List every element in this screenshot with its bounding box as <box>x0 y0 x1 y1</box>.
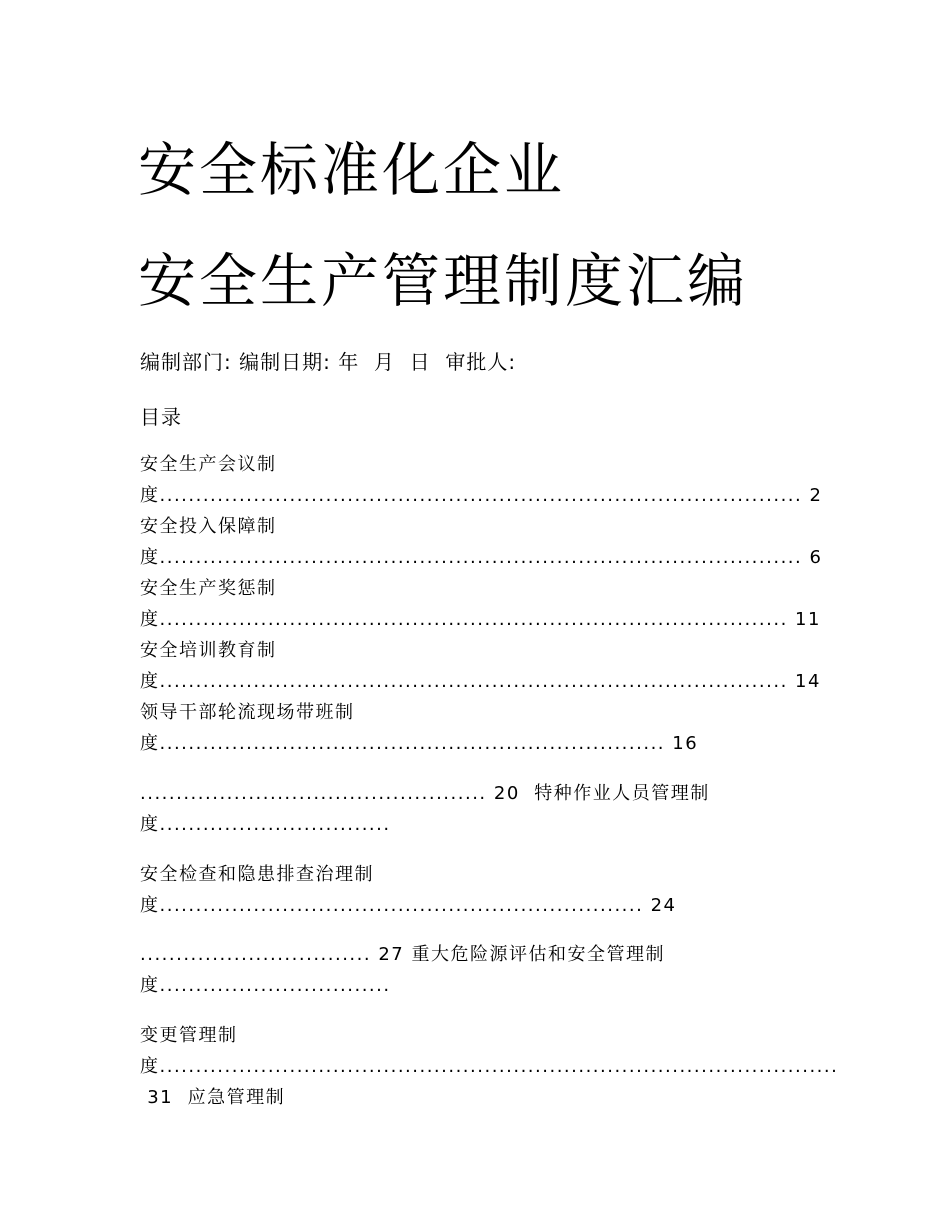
toc-line: 度.............................................................................................. <box>140 1056 839 1077</box>
document-title-line-2: 安全生产管理制度汇编 <box>138 247 749 315</box>
toc-line: ................................ 27 重大危险源评估和安全管理制 <box>140 944 665 965</box>
toc-line: 度................................ <box>140 814 391 835</box>
toc-heading: 目录 <box>140 405 182 429</box>
toc-line: 度................................ <box>140 975 391 996</box>
toc-line: 安全培训教育制 <box>140 640 277 661</box>
toc-line: 度......................................................................................... 6 <box>140 547 823 568</box>
toc-line: 度...................................................................... 16 <box>140 733 699 754</box>
toc-line: 安全检查和隐患排查治理制 <box>140 864 374 885</box>
toc-line: 度....................................................................................... 14 <box>140 671 821 692</box>
toc-line: ................................................ 20 特种作业人员管理制 <box>140 783 710 804</box>
toc-line: 安全生产奖惩制 <box>140 578 277 599</box>
toc-line: 领导干部轮流现场带班制 <box>140 702 355 723</box>
document-title-line-1: 安全标准化企业 <box>138 136 566 204</box>
toc-line: 安全生产会议制 <box>140 454 277 475</box>
toc-line: 安全投入保障制 <box>140 516 277 537</box>
document-meta-line: 编制部门: 编制日期: 年 月 日 审批人: <box>140 350 517 374</box>
toc-line: 31 应急管理制 <box>140 1087 286 1108</box>
toc-line: 度......................................................................................... 2 <box>140 485 823 506</box>
toc-line: 变更管理制 <box>140 1025 238 1046</box>
toc-line: 度................................................................... 24 <box>140 895 677 916</box>
toc-line: 度....................................................................................... 11 <box>140 609 821 630</box>
